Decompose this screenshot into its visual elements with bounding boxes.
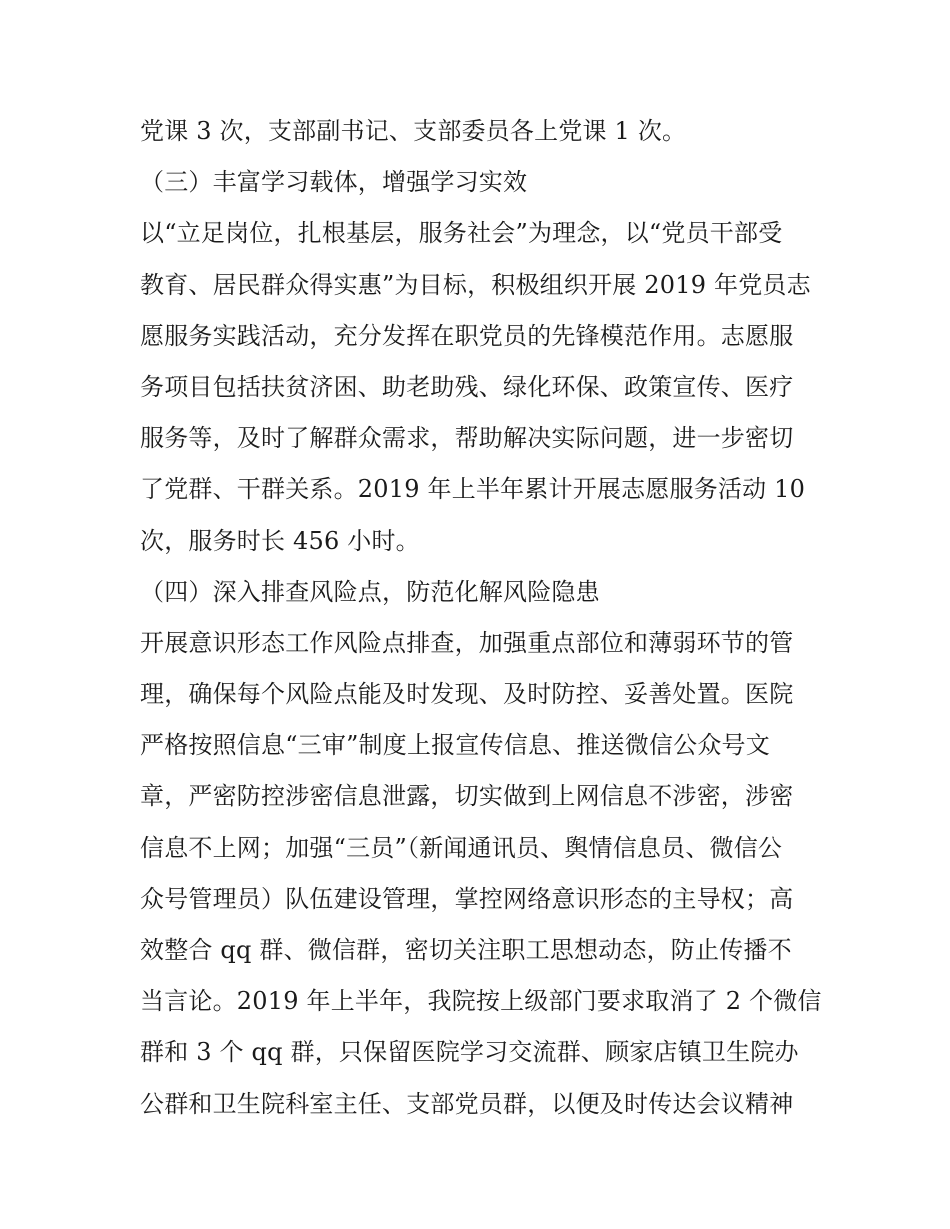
text-line: 党课 3 次，支部副书记、支部委员各上党课 1 次。 [140,117,687,145]
text-line: 服务等，及时了解群众需求，帮助解决实际问题，进一步密切 [140,424,794,453]
text-line: 章，严密防控涉密信息泄露，切实做到上网信息不涉密，涉密 [140,782,794,811]
text-line: 众号管理员）队伍建设管理，掌控网络意识形态的主导权；高 [140,884,794,913]
text-line: 公群和卫生院科室主任、支部党员群，以便及时传达会议精神 [140,1089,794,1118]
document-body [140,106,820,1130]
text-line: 理，确保每个风险点能及时发现、及时防控、妥善处置。医院 [140,680,794,709]
text-line: 开展意识形态工作风险点排查，加强重点部位和薄弱环节的管 [140,628,794,657]
text-line: 效整合 qq 群、微信群，密切关注职工思想动态，防止传播不 [140,936,792,964]
text-line: 次，服务时长 456 小时。 [140,526,420,555]
section-heading: （四）深入排查风险点，防范化解风险隐患 [140,577,600,606]
text-line: 信息不上网；加强“三员”（新闻通讯员、舆情信息员、微信公 [140,833,783,862]
text-line: 愿服务实践活动，充分发挥在职党员的先锋模范作用。志愿服 [140,321,794,350]
text-line: 教育、居民群众得实惠”为目标，积极组织开展 2019 年党员志 [140,270,811,299]
section-heading: （三）丰富学习载体，增强学习实效 [140,168,528,197]
text-line: 以“立足岗位，扎根基层，服务社会”为理念，以“党员干部受 [140,219,783,248]
text-line: 严格按照信息“三审”制度上报宣传信息、推送微信公众号文 [140,731,770,760]
text-line: 务项目包括扶贫济困、助老助残、绿化环保、政策宣传、医疗 [140,372,794,401]
text-line: 当言论。2019 年上半年，我院按上级部门要求取消了 2 个微信 [140,987,822,1016]
text-line: 了党群、干群关系。2019 年上半年累计开展志愿服务活动 10 [140,475,806,504]
text-line: 群和 3 个 qq 群，只保留医院学习交流群、顾家店镇卫生院办 [140,1038,799,1067]
